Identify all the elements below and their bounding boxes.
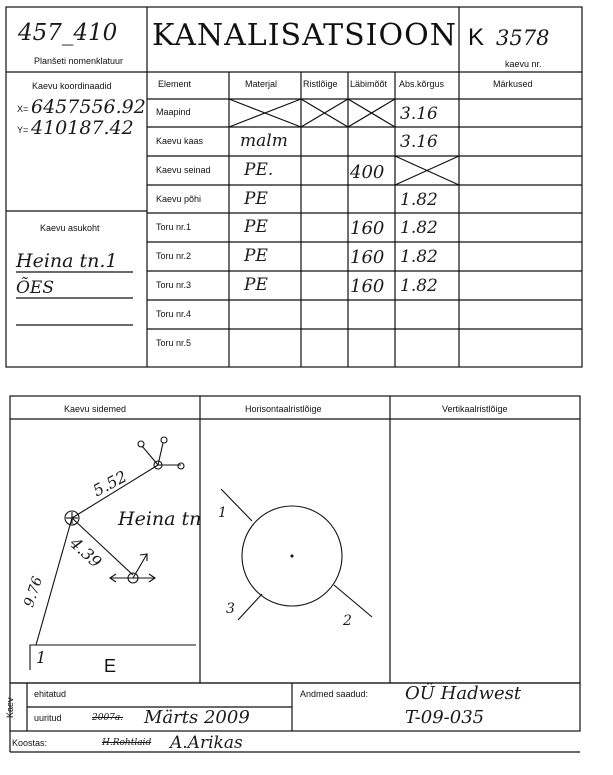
- building-mark: E: [104, 656, 117, 676]
- y-label: Y=: [17, 125, 29, 135]
- col-notes: Märkused: [493, 79, 533, 89]
- col-diameter: Läbimõõt: [350, 79, 388, 89]
- y-value: 410187.42: [31, 117, 134, 139]
- manhole-prefix: K: [468, 24, 485, 51]
- distance-mid: 4.39: [66, 533, 106, 572]
- compiled-struck: H.Rohtlaid: [102, 738, 152, 748]
- manhole-number: 3578: [496, 26, 550, 50]
- row-element: Toru nr.3: [156, 280, 192, 290]
- x-value: 6457556.92: [31, 96, 146, 118]
- location-district: ÕES: [16, 278, 54, 298]
- col-abs: Abs.kõrgus: [399, 79, 445, 89]
- compiled-name: A.Arikas: [170, 733, 243, 753]
- col-element: Element: [158, 79, 192, 89]
- nomenclature-value: 457_410: [18, 20, 118, 46]
- row-element: Toru nr.5: [156, 338, 192, 348]
- row-diameter: 160: [350, 218, 385, 239]
- sketch-col2-header: Horisontaalristlõige: [245, 404, 322, 414]
- surveyed-struck: 2007a.: [92, 713, 124, 723]
- pipe-3-line: [238, 594, 262, 620]
- row-material: PE: [244, 217, 268, 237]
- row-material: PE: [244, 275, 268, 295]
- page-title: KANALISATSIOON: [152, 18, 457, 53]
- pipe-2-line: [334, 585, 372, 617]
- row-abs: 1.82: [400, 276, 438, 296]
- pipe-3-label: 3: [226, 601, 235, 617]
- coords-label: Kaevu koordinaadid: [32, 81, 112, 91]
- data-source-company: OÜ Hadwest: [405, 683, 522, 704]
- pipe-2-label: 2: [343, 613, 352, 629]
- row-diameter: 160: [350, 247, 385, 268]
- x-label: X=: [17, 104, 29, 114]
- location-label: Kaevu asukoht: [40, 223, 100, 233]
- street-name: Heina tn: [118, 508, 202, 530]
- surveyed-date: Märts 2009: [144, 707, 250, 728]
- nomenclature-label: Planšeti nomenklatuur: [34, 56, 124, 66]
- footer-side-label: Kaev: [5, 697, 15, 718]
- row-material: PE: [244, 189, 268, 209]
- surveyed-label: uuritud: [34, 713, 62, 723]
- row-material: PE: [244, 246, 268, 266]
- row-diameter: 400: [350, 162, 385, 183]
- sketch-col1-header: Kaevu sidemed: [64, 404, 127, 414]
- row-element: Maapind: [156, 107, 191, 117]
- row-abs: 3.16: [400, 132, 438, 152]
- data-source-code: T-09-035: [405, 707, 485, 728]
- distance-left: 9.76: [21, 574, 47, 610]
- row-diameter: 160: [350, 276, 385, 297]
- data-source-label: Andmed saadud:: [300, 689, 369, 699]
- row-element: Kaevu seinad: [156, 165, 211, 175]
- row-element: Toru nr.1: [156, 222, 192, 232]
- row-element: Kaevu kaas: [156, 136, 204, 146]
- location-street: Heina tn.1: [16, 250, 118, 272]
- row-abs: 3.16: [400, 104, 438, 124]
- distance-top: 5.52: [89, 466, 130, 501]
- row-material: PE.: [244, 160, 274, 180]
- row-abs: 1.82: [400, 218, 438, 238]
- row-abs: 1.82: [400, 190, 438, 210]
- col-cross: Ristlõige: [303, 79, 338, 89]
- row-element: Toru nr.2: [156, 251, 192, 261]
- row-material: malm: [240, 131, 288, 151]
- row-element: Kaevu põhi: [156, 194, 202, 204]
- pipe-1-label: 1: [218, 505, 227, 521]
- compiled-label: Koostas:: [12, 738, 48, 748]
- row-element: Toru nr.4: [156, 309, 192, 319]
- corner-mark: 1: [36, 648, 47, 667]
- col-material: Materjal: [245, 79, 278, 89]
- built-label: ehitatud: [34, 689, 67, 699]
- row-abs: 1.82: [400, 247, 438, 267]
- manhole-label: kaevu nr.: [505, 59, 542, 69]
- sketch-col3-header: Vertikaalristlõige: [442, 404, 508, 414]
